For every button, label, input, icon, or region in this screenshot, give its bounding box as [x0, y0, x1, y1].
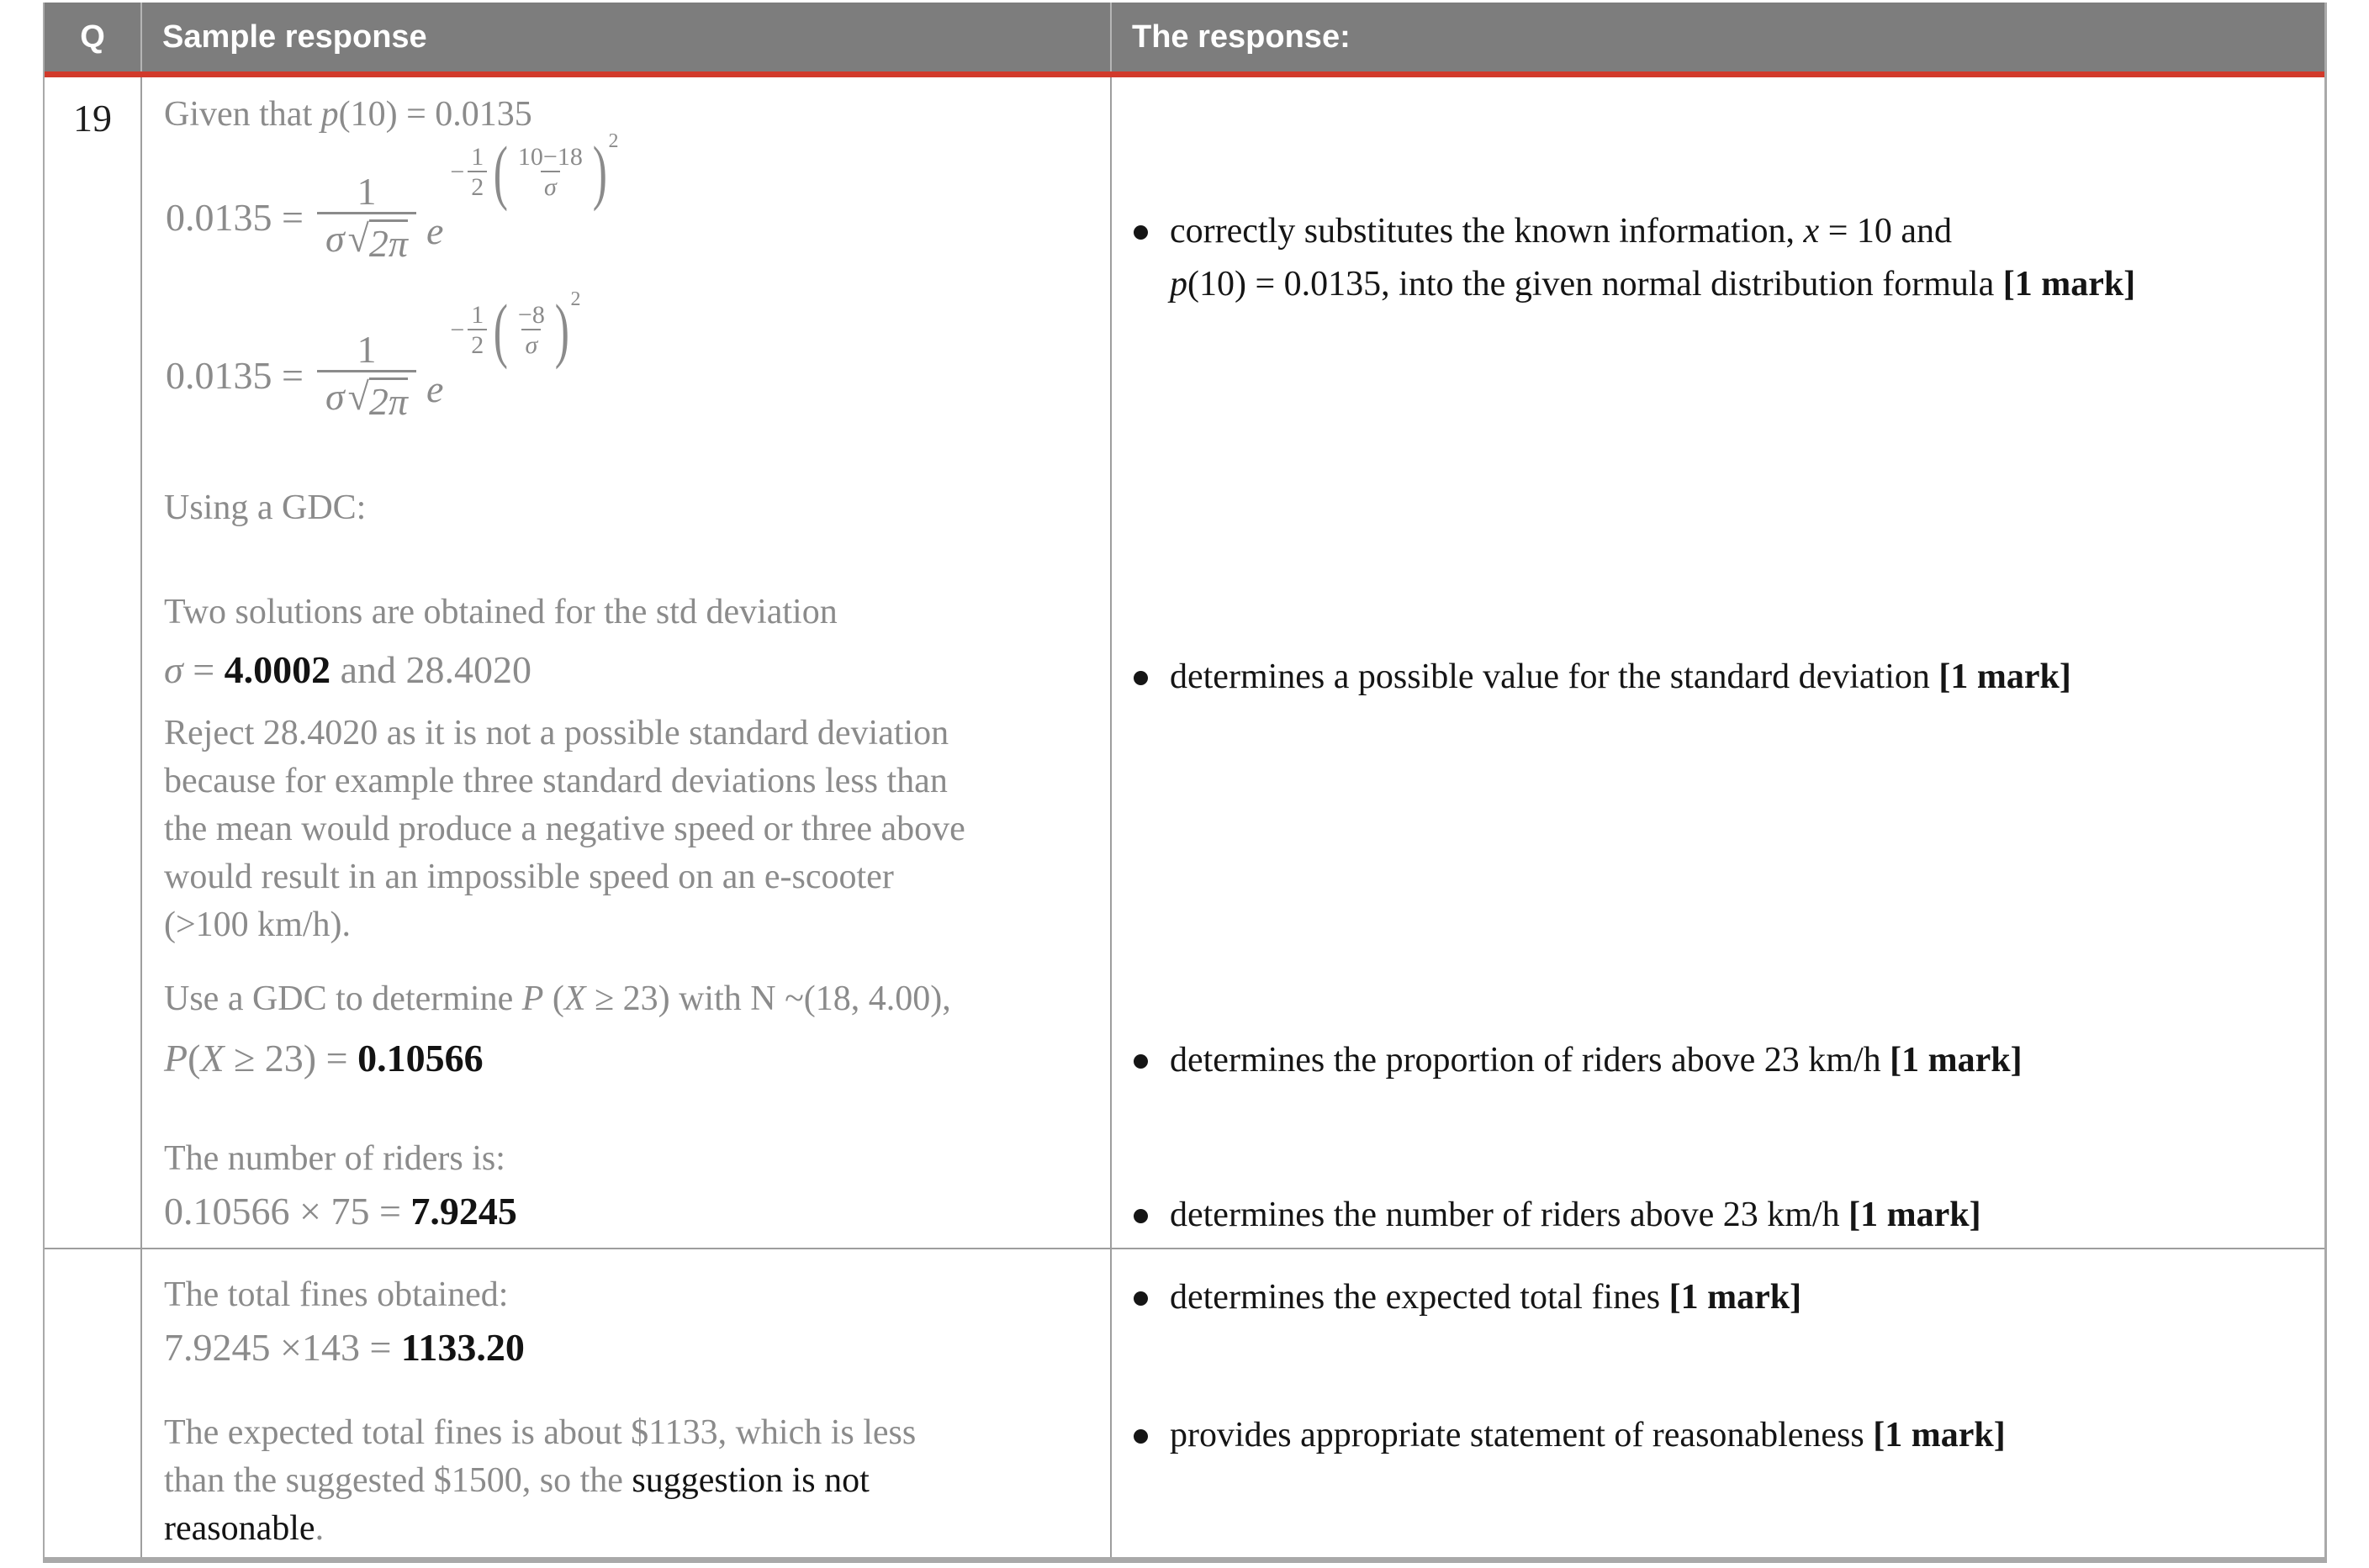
text: determines the number of riders above 23 km/h [1170, 1196, 1849, 1234]
mark-label: [1 mark] [1873, 1416, 2006, 1454]
bullet-icon [1134, 671, 1148, 685]
response-bullet-1 [1134, 205, 2135, 311]
inner-fraction [515, 144, 586, 200]
fraction [317, 328, 416, 424]
minus-sign: − [450, 315, 465, 344]
riders-label: The number of riders is: [164, 1139, 505, 1178]
table-row [45, 1249, 2324, 1557]
text: = 10 and [1819, 212, 1953, 251]
sigma-solutions-line [164, 647, 531, 692]
text: The expected total fines is about $1133, which is less [164, 1413, 917, 1452]
using-gdc-line: Using a GDC: [164, 488, 367, 527]
expected-fines-paragraph [164, 1409, 916, 1553]
text: determines the expected total fines [1170, 1278, 1669, 1317]
bullet-icon [1134, 1429, 1148, 1444]
math-sigma: σ [164, 648, 183, 691]
math-x: x [1803, 212, 1820, 251]
sample-response-cell [142, 77, 1112, 1248]
math-sigma: σ [325, 375, 345, 419]
table-header-row [45, 3, 2324, 77]
math-p: p [320, 95, 339, 134]
reject-line: the mean would produce a negative speed or three above [164, 810, 965, 848]
expected-line [164, 1409, 916, 1457]
fraction-denominator [317, 370, 416, 424]
exp-num: 1 [471, 143, 484, 172]
bullet-line [1170, 258, 2135, 311]
response-bullet-5 [1134, 1271, 1801, 1324]
radical-sign: √ [347, 375, 369, 419]
riders-calculation [164, 1189, 517, 1233]
header-cell-q: Q [45, 3, 142, 71]
marking-table [43, 3, 2327, 1563]
probability-value: 0.10566 [357, 1037, 484, 1080]
inner-num: −8 [517, 301, 545, 330]
bullet-text [1170, 205, 2135, 311]
response-bullet-2 [1134, 651, 2071, 704]
response-bullet-4 [1134, 1189, 1981, 1242]
bullet-text [1170, 1189, 1981, 1242]
sigma-value: 4.0002 [224, 648, 331, 691]
formula-2 [166, 288, 584, 424]
text: (10) = 0.0135 [1187, 265, 1382, 304]
probability-line [164, 1036, 484, 1080]
fraction-numerator: 1 [357, 170, 377, 213]
exp-den: 2 [468, 329, 487, 359]
power: 2 [570, 288, 581, 311]
two-solutions-line: Two solutions are obtained for the std deviation [164, 593, 838, 631]
fraction-denominator [317, 212, 416, 266]
text: . [315, 1509, 325, 1548]
bullet-text [1170, 1271, 1801, 1324]
inner-den: σ [541, 171, 560, 201]
formula-lhs: 0.0135 = [166, 196, 304, 240]
equals: = [182, 648, 225, 691]
fraction-numerator: 1 [357, 328, 377, 371]
text: than the suggested $1500, so the [164, 1461, 632, 1500]
question-number-cell [45, 77, 142, 1248]
bullet-icon [1134, 225, 1148, 240]
formula-1 [166, 130, 621, 266]
text: ≥ 23) with N ~(18, 4.00), [585, 979, 951, 1018]
reject-line: would result in an impossible speed on an e-scooter [164, 858, 894, 896]
conclusion-text: reasonable [164, 1509, 315, 1548]
math-sigma: σ [325, 217, 345, 261]
math-e: e [426, 209, 444, 253]
math-X: X [563, 979, 586, 1018]
text: ( [543, 979, 564, 1018]
bullet-icon [1134, 1054, 1148, 1069]
table-body [45, 77, 2324, 1557]
reject-line: because for example three standard deviations less than [164, 762, 948, 800]
text: determines a possible value for the standard deviation [1170, 657, 1939, 696]
response-bullet-3 [1134, 1034, 2023, 1087]
open-paren: ( [188, 1037, 201, 1080]
sample-response-cell-2 [142, 1249, 1112, 1557]
minus-sign: − [450, 157, 465, 186]
text: ≥ 23) = [224, 1037, 358, 1080]
reject-line: (>100 km/h). [164, 905, 351, 944]
exponent [450, 288, 584, 371]
inner-fraction [515, 302, 548, 358]
question-number-cell-empty [45, 1249, 142, 1557]
given-text: Given that [164, 95, 321, 134]
inner-den: σ [521, 329, 541, 359]
exponent-fraction [468, 302, 487, 358]
exp-num: 1 [471, 301, 484, 330]
radicand: 2π [369, 377, 408, 421]
header-cell-the-response: The response: [1132, 18, 1351, 55]
sigma-alt-value: and 28.4020 [330, 648, 532, 691]
mark-label: [1 mark] [1668, 1278, 1802, 1317]
exp-den: 2 [468, 171, 487, 201]
text: correctly substitutes the known information, [1170, 212, 1804, 251]
calc-result: 7.9245 [410, 1190, 517, 1233]
text: , into the given normal distribution formula [1381, 265, 2003, 304]
math-p: p [1170, 265, 1187, 304]
radicand: 2π [369, 219, 408, 263]
reject-paragraph [164, 710, 965, 949]
square-root [347, 217, 408, 266]
exponent [450, 130, 621, 213]
calc-expression: 7.9245 ×143 = [164, 1326, 401, 1369]
reject-line: Reject 28.4020 as it is not a possible standard deviation [164, 714, 949, 752]
square-root [347, 375, 408, 424]
inner-num: 10−18 [517, 143, 583, 172]
bullet-text [1170, 1409, 2006, 1462]
given-value: (10) = 0.0135 [338, 95, 532, 134]
question-number: 19 [73, 97, 112, 140]
text: provides appropriate statement of reasonableness [1170, 1416, 1874, 1454]
text: determines the proportion of riders above 23 km/h [1170, 1041, 1890, 1080]
bullet-text [1170, 651, 2071, 704]
bullet-line [1170, 205, 2135, 258]
bullet-icon [1134, 1209, 1148, 1223]
table-row [45, 77, 2324, 1249]
bullet-icon [1134, 1291, 1148, 1306]
text: Use a GDC to determine [164, 979, 522, 1018]
power: 2 [608, 130, 619, 153]
fines-label: The total fines obtained: [164, 1275, 509, 1314]
calc-expression: 0.10566 × 75 = [164, 1190, 411, 1233]
exponent-fraction [468, 144, 487, 200]
close-paren: ) [592, 131, 607, 213]
mark-label: [1 mark] [1848, 1196, 1981, 1234]
given-line [164, 94, 532, 135]
math-e: e [426, 367, 444, 411]
response-bullet-6 [1134, 1409, 2006, 1462]
expected-line [164, 1457, 916, 1505]
math-P: P [521, 979, 544, 1018]
response-cell-2 [1112, 1249, 2324, 1557]
mark-label: [1 mark] [1890, 1041, 2023, 1080]
fines-calculation [164, 1325, 525, 1370]
conclusion-text: suggestion is not [632, 1461, 870, 1500]
open-paren: ( [494, 289, 509, 371]
expected-line [164, 1505, 916, 1553]
close-paren: ) [554, 289, 569, 371]
bullet-text [1170, 1034, 2023, 1087]
math-X: X [200, 1037, 225, 1080]
math-P: P [164, 1037, 188, 1080]
mark-label: [1 mark] [2002, 265, 2136, 304]
header-cell-sample-response: Sample response [142, 3, 1112, 71]
mark-label: [1 mark] [1938, 657, 2071, 696]
calc-result: 1133.20 [400, 1326, 525, 1369]
formula-lhs: 0.0135 = [166, 354, 304, 398]
response-cell [1112, 77, 2324, 1248]
use-gdc-determine-line [164, 979, 951, 1019]
radical-sign: √ [347, 217, 369, 261]
open-paren: ( [494, 131, 509, 213]
fraction [317, 170, 416, 266]
